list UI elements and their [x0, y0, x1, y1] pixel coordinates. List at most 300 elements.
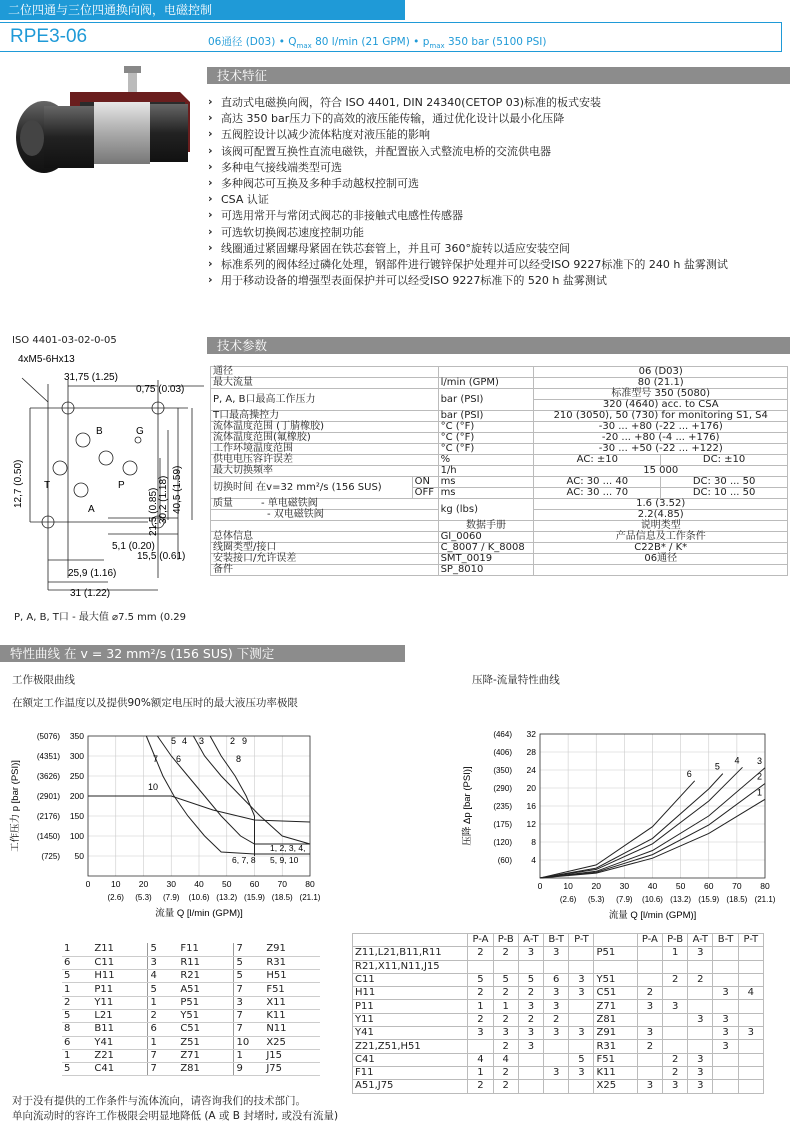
spec-qmax-sub: max — [296, 42, 312, 51]
param-type-head: 说明类型 — [534, 521, 788, 532]
spool-code: Z21 — [92, 1049, 148, 1062]
matrix-curve — [663, 1040, 688, 1053]
curve-number: 7 — [234, 1023, 264, 1036]
matrix-curve: 5 — [569, 1053, 594, 1066]
curve-number: 4 — [148, 970, 178, 983]
x-tick-gpm: (2.6) — [559, 895, 577, 904]
matrix-spool: F51 — [594, 1053, 637, 1066]
curve-number: 5 — [148, 943, 178, 956]
param-value: 2.2(4.85) — [534, 510, 788, 521]
x-tick-label: 40 — [194, 879, 204, 889]
matrix-curve — [688, 1040, 713, 1053]
code-row — [62, 1009, 320, 1022]
param-row — [211, 411, 788, 422]
curve-label-side: 7 — [153, 754, 159, 764]
matrix-curve — [738, 947, 763, 960]
left-chart-title: 工作极限曲线 — [12, 674, 75, 686]
pressure-drop-chart — [450, 725, 785, 930]
curve-number: 1 — [148, 996, 178, 1009]
param-label: 供电电压容许误差 — [211, 455, 439, 466]
series-line — [193, 736, 310, 844]
y-tick-psi: (4351) — [36, 752, 60, 761]
y-tick-psi: (290) — [493, 784, 512, 793]
x-axis-label: 流量 Q [l/min (GPM)] — [608, 910, 697, 921]
matrix-curve — [688, 1027, 713, 1040]
matrix-curve — [468, 1040, 493, 1053]
matrix-curve: 2 — [468, 1080, 493, 1093]
param-unit: ms — [438, 488, 534, 499]
spool-code: C41 — [92, 1063, 148, 1076]
param-row — [211, 433, 788, 444]
param-value — [534, 565, 788, 576]
param-value: 06通径 — [534, 554, 788, 565]
matrix-row — [353, 1066, 764, 1079]
x-tick-label: 70 — [277, 879, 287, 889]
params-header: 技术参数 — [207, 337, 790, 354]
y-tick-psi: (235) — [493, 802, 512, 811]
matrix-row — [353, 947, 764, 960]
valve-product-image — [10, 62, 200, 192]
matrix-curve: 2 — [637, 1040, 662, 1053]
feature-item: › 线圈通过紧固螺母紧固在铁芯套管上，并且可 360°旋转以适应安装空间 — [207, 241, 785, 257]
thread-label: 4xM5-6Hx13 — [18, 354, 75, 365]
dim-40-5: 40,5 (1.59) — [172, 465, 183, 514]
mounting-drawing — [8, 350, 204, 622]
matrix-curve: 3 — [713, 1013, 738, 1026]
curve-number: 1 — [234, 1049, 264, 1062]
feature-item: › 可选软切换阀芯速度控制功能 — [207, 225, 785, 241]
curve-label-bottom: 5, 9, 10 — [270, 855, 299, 865]
matrix-curve: 3 — [544, 987, 569, 1000]
code-row — [62, 1036, 320, 1049]
code-row — [62, 956, 320, 969]
series-label: 4 — [734, 755, 740, 766]
x-axis-label: 流量 Q [l/min (GPM)] — [155, 908, 243, 919]
matrix-curve — [663, 960, 688, 973]
y-tick-label: 300 — [69, 751, 84, 761]
curves-header: 特性曲线 在 v = 32 mm²/s (156 SUS) 下测定 — [0, 645, 405, 662]
param-unit: bar (PSI) — [438, 389, 534, 411]
feature-item: › 用于移动设备的增强型表面保护并可以经受ISO 9227标准下的 520 h 盐雾测试 — [207, 273, 785, 289]
param-value: 标准型号 350 (5080) — [534, 389, 788, 400]
param-label-sub: - 单电磁铁阀 — [261, 498, 318, 509]
param-value: 210 (3050), 50 (730) for monitoring S1, S4 — [534, 411, 788, 422]
param-value: 产品信息及工作条件 — [534, 532, 788, 543]
matrix-spool: H11 — [353, 987, 468, 1000]
spec-size: 06通径 (D03) — [208, 36, 276, 48]
param-label: 流体温度范围(氟橡胶) — [211, 433, 439, 444]
x-tick-label: 40 — [647, 881, 658, 891]
x-tick-gpm: (18.5) — [271, 893, 293, 902]
curve-label-side: 10 — [148, 782, 159, 792]
matrix-spool: C51 — [594, 987, 637, 1000]
matrix-curve — [738, 1080, 763, 1093]
matrix-curve: 2 — [518, 1013, 543, 1026]
right-chart-title: 压降-流量特性曲线 — [472, 674, 560, 686]
matrix-curve — [637, 1053, 662, 1066]
matrix-corner — [353, 934, 468, 947]
matrix-header: P-T — [738, 934, 763, 947]
matrix-curve: 2 — [493, 1080, 518, 1093]
spool-code: P11 — [92, 983, 148, 996]
matrix-spool: Z91 — [594, 1027, 637, 1040]
y-tick-psi: (5076) — [36, 732, 60, 741]
left-chart-subtitle: 在额定工作温度以及提供90%额定电压时的最大液压功率极限 — [12, 697, 298, 709]
matrix-spool: Z71 — [594, 1000, 637, 1013]
param-row — [211, 389, 788, 400]
y-tick-psi: (3626) — [36, 772, 60, 781]
spool-code: Z71 — [178, 1049, 234, 1062]
matrix-curve — [569, 947, 594, 960]
matrix-curve — [569, 960, 594, 973]
curve-number: 9 — [234, 1063, 264, 1076]
curve-code-table — [62, 943, 320, 1076]
code-row — [62, 1049, 320, 1062]
matrix-curve: 4 — [493, 1053, 518, 1066]
matrix-spool: R31 — [594, 1040, 637, 1053]
curve-label-bottom: 6, 7, 8 — [232, 855, 256, 865]
matrix-curve — [468, 960, 493, 973]
matrix-curve — [688, 960, 713, 973]
y-tick-label: 4 — [531, 855, 536, 865]
matrix-curve — [493, 960, 518, 973]
y-tick-psi: (1450) — [36, 832, 60, 841]
matrix-spool: P51 — [594, 947, 637, 960]
param-sub: OFF — [412, 488, 438, 499]
curve-label-side: 8 — [236, 754, 242, 764]
matrix-curve: 3 — [713, 1027, 738, 1040]
y-tick-psi: (60) — [497, 856, 512, 865]
matrix-curve: 3 — [544, 947, 569, 960]
matrix-curve: 3 — [544, 1066, 569, 1079]
dim-25-9: 25,9 (1.16) — [68, 568, 117, 579]
param-row — [211, 466, 788, 477]
matrix-curve: 3 — [569, 1066, 594, 1079]
series-label: 5 — [714, 761, 720, 772]
param-value: 15 000 — [534, 466, 788, 477]
spool-code: F11 — [178, 943, 234, 956]
y-tick-label: 24 — [526, 765, 536, 775]
spool-code: Z11 — [92, 943, 148, 956]
curve-label-top: 3 — [199, 736, 205, 746]
x-tick-gpm: (5.3) — [588, 895, 605, 904]
port-note: P, A, B, T口 - 最大值 ⌀7.5 mm (0.29 — [14, 612, 186, 623]
matrix-curve: 6 — [544, 973, 569, 986]
param-label: 线圈类型/接口 — [211, 543, 439, 554]
curve-label-top: 9 — [242, 736, 248, 746]
spool-code: X25 — [264, 1036, 320, 1049]
matrix-curve: 3 — [663, 1000, 688, 1013]
matrix-curve: 1 — [663, 947, 688, 960]
spool-code: K11 — [264, 1009, 320, 1022]
matrix-curve — [637, 947, 662, 960]
matrix-spool: Y11 — [353, 1013, 468, 1026]
spec-pmax-sub: max — [429, 42, 445, 51]
param-label: 通径 — [211, 367, 439, 378]
series-label: 3 — [757, 755, 763, 766]
x-tick-label: 50 — [222, 879, 232, 889]
features-header: 技术特征 — [207, 67, 790, 84]
param-value: DC: 30 ... 50 — [661, 477, 788, 488]
matrix-curve: 1 — [493, 1000, 518, 1013]
y-tick-psi: (350) — [493, 766, 512, 775]
matrix-row — [353, 1013, 764, 1026]
y-tick-psi: (406) — [493, 748, 512, 757]
param-row — [211, 565, 788, 576]
param-row — [211, 543, 788, 554]
y-tick-psi: (175) — [493, 820, 512, 829]
matrix-curve: 1 — [468, 1066, 493, 1079]
code-row — [62, 970, 320, 983]
dim-12-7: 12,7 (0.50) — [13, 459, 24, 508]
series-line — [540, 774, 723, 878]
param-row — [211, 378, 788, 389]
x-tick-gpm: (10.6) — [188, 893, 210, 902]
feature-item: › 直动式电磁换向阀，符合 ISO 4401, DIN 24340(CETOP 03)标准的板式安装 — [207, 95, 785, 111]
matrix-spool: Y51 — [594, 973, 637, 986]
y-tick-label: 50 — [74, 851, 84, 861]
curve-number: 6 — [148, 1023, 178, 1036]
x-tick-gpm: (7.9) — [163, 893, 180, 902]
param-unit: % — [438, 455, 534, 466]
matrix-curve — [518, 960, 543, 973]
x-tick-gpm: (15.9) — [244, 893, 265, 902]
spool-code: H51 — [264, 970, 320, 983]
x-tick-label: 0 — [85, 879, 91, 889]
matrix-curve: 4 — [468, 1053, 493, 1066]
spool-code: H11 — [92, 970, 148, 983]
model-title: RPE3-06 — [10, 26, 88, 47]
x-tick-label: 30 — [619, 881, 630, 891]
curve-number: 2 — [148, 1009, 178, 1022]
spool-code: X11 — [264, 996, 320, 1009]
matrix-spool: C41 — [353, 1053, 468, 1066]
matrix-header: A-T — [518, 934, 543, 947]
dim-21-5: 21,5 (0.85) — [148, 487, 159, 536]
matrix-spool: Z11,L21,B11,R11 — [353, 947, 468, 960]
param-value: -30 ... +80 (-22 ... +176) — [534, 422, 788, 433]
param-value: 320 (4640) acc. to CSA — [534, 400, 788, 411]
param-doc: SMT_0019 — [438, 554, 534, 565]
curve-number: 7 — [234, 983, 264, 996]
curve-number: 1 — [62, 943, 92, 956]
curve-number: 7 — [234, 1009, 264, 1022]
param-unit: 1/h — [438, 466, 534, 477]
param-doc-head: 数据手册 — [438, 521, 534, 532]
matrix-spool — [594, 960, 637, 973]
dim-31: 31 (1.22) — [70, 588, 111, 599]
y-tick-label: 12 — [526, 819, 536, 829]
param-value: AC: ±10 — [534, 455, 661, 466]
matrix-curve: 5 — [518, 973, 543, 986]
matrix-header: P-T — [569, 934, 594, 947]
matrix-curve — [713, 1000, 738, 1013]
param-unit — [438, 367, 534, 378]
params-table — [210, 366, 788, 576]
feature-item: › 多种阀芯可互换及多种手动越权控制可选 — [207, 176, 785, 192]
matrix-curve: 3 — [468, 1027, 493, 1040]
matrix-curve — [738, 1053, 763, 1066]
matrix-spool: Y41 — [353, 1027, 468, 1040]
x-tick-gpm: (2.6) — [107, 893, 124, 902]
matrix-curve: 2 — [468, 1013, 493, 1026]
matrix-curve: 3 — [688, 1080, 713, 1093]
spool-code: C51 — [178, 1023, 234, 1036]
matrix-curve: 2 — [468, 947, 493, 960]
curve-number: 5 — [234, 970, 264, 983]
matrix-curve — [544, 1040, 569, 1053]
param-value: -20 ... +80 (-4 ... +176) — [534, 433, 788, 444]
matrix-corner — [594, 934, 637, 947]
param-label: 最大流量 — [211, 378, 439, 389]
matrix-spool: Z81 — [594, 1013, 637, 1026]
param-value: 06 (D03) — [534, 367, 788, 378]
param-label: 流体温度范围 (丁腈橡胶) — [211, 422, 439, 433]
feature-item: › 多种电气接线端类型可选 — [207, 160, 785, 176]
curve-number: 1 — [62, 1049, 92, 1062]
feature-item: › 高达 350 bar压力下的高效的液压能传输，通过优化设计以最小化压降 — [207, 111, 785, 127]
matrix-header: B-T — [713, 934, 738, 947]
curve-number: 5 — [62, 1063, 92, 1076]
matrix-curve: 2 — [663, 1066, 688, 1079]
x-tick-label: 60 — [249, 879, 260, 889]
matrix-spool: X25 — [594, 1080, 637, 1093]
matrix-curve: 3 — [637, 1080, 662, 1093]
feature-item: › CSA 认证 — [207, 192, 785, 208]
matrix-curve — [713, 960, 738, 973]
curve-number: 1 — [148, 1036, 178, 1049]
matrix-header-row — [353, 934, 764, 947]
matrix-curve: 2 — [493, 987, 518, 1000]
spool-code: R21 — [178, 970, 234, 983]
matrix-row — [353, 973, 764, 986]
dim-31-75: 31,75 (1.25) — [64, 372, 118, 383]
dim-0-75: 0,75 (0.03) — [136, 384, 185, 395]
x-tick-label: 20 — [591, 881, 601, 891]
y-tick-label: 250 — [69, 771, 84, 781]
param-value: DC: 10 ... 50 — [661, 488, 788, 499]
y-tick-label: 28 — [526, 747, 536, 757]
matrix-curve — [637, 1013, 662, 1026]
series-label: 1 — [757, 787, 763, 798]
code-row — [62, 996, 320, 1009]
param-value: 80 (21.1) — [534, 378, 788, 389]
matrix-curve: 2 — [493, 1040, 518, 1053]
param-value: AC: 30 ... 70 — [534, 488, 661, 499]
matrix-curve — [569, 1080, 594, 1093]
y-tick-label: 32 — [526, 729, 536, 739]
spool-code: Y11 — [92, 996, 148, 1009]
series-label: 6 — [686, 768, 692, 779]
matrix-curve — [663, 987, 688, 1000]
x-tick-label: 50 — [675, 881, 686, 891]
y-tick-label: 16 — [526, 801, 536, 811]
y-tick-psi: (2901) — [36, 792, 60, 801]
matrix-curve — [688, 1000, 713, 1013]
matrix-row — [353, 960, 764, 973]
matrix-curve: 2 — [518, 987, 543, 1000]
param-value: 1.6 (3.52) — [534, 499, 788, 510]
curve-label-top: 5 — [171, 736, 177, 746]
matrix-spool: K11 — [594, 1066, 637, 1079]
param-label: 工作环境温度范围 — [211, 444, 439, 455]
param-unit: ms — [438, 477, 534, 488]
param-label: P, A, B口最高工作压力 — [211, 389, 439, 411]
port-t-label: T — [44, 480, 51, 491]
matrix-curve — [713, 1080, 738, 1093]
param-row — [211, 521, 788, 532]
matrix-curve — [663, 1027, 688, 1040]
matrix-row — [353, 1080, 764, 1093]
curve-number: 7 — [148, 1049, 178, 1062]
curve-number: 5 — [148, 983, 178, 996]
matrix-curve: 2 — [468, 987, 493, 1000]
matrix-row — [353, 1040, 764, 1053]
matrix-curve — [688, 987, 713, 1000]
curve-number: 6 — [62, 956, 92, 969]
curve-number: 2 — [62, 996, 92, 1009]
param-row — [211, 455, 788, 466]
matrix-curve: 3 — [493, 1027, 518, 1040]
param-value: DC: ±10 — [661, 455, 788, 466]
series-label: 2 — [757, 771, 763, 782]
matrix-curve — [738, 960, 763, 973]
port-b-label: B — [96, 426, 103, 437]
param-label — [211, 510, 439, 521]
category-bar: 二位四通与三位四通换向阀，电磁控制 — [0, 0, 405, 20]
matrix-curve — [637, 960, 662, 973]
spool-code: Y41 — [92, 1036, 148, 1049]
curve-number: 10 — [234, 1036, 264, 1049]
spool-code: P51 — [178, 996, 234, 1009]
dim-15-5: 15,5 (0.61) — [137, 551, 186, 562]
y-tick-label: 8 — [531, 837, 536, 847]
matrix-curve — [713, 1053, 738, 1066]
dim-30-2: 30,2 (1.18) — [158, 475, 169, 524]
matrix-row — [353, 1053, 764, 1066]
x-tick-label: 80 — [760, 881, 770, 891]
matrix-spool: P11 — [353, 1000, 468, 1013]
spool-code: C11 — [92, 956, 148, 969]
curve-label-side: 6 — [176, 754, 182, 764]
spool-code: J75 — [264, 1063, 320, 1076]
feature-item: › 可选用常开与常闭式阀芯的非接触式电感性传感器 — [207, 208, 785, 224]
curve-number: 7 — [234, 943, 264, 956]
port-g-label: G — [136, 426, 144, 437]
matrix-curve: 3 — [518, 947, 543, 960]
x-tick-gpm: (21.1) — [754, 895, 776, 904]
matrix-curve — [713, 973, 738, 986]
x-tick-gpm: (7.9) — [616, 895, 633, 904]
x-tick-label: 60 — [704, 881, 714, 891]
param-row — [211, 444, 788, 455]
features-list — [207, 95, 785, 289]
iso-label: ISO 4401-03-02-0-05 — [12, 335, 117, 346]
matrix-header: P-A — [468, 934, 493, 947]
y-tick-psi: (120) — [493, 838, 512, 847]
param-unit: °C (°F) — [438, 444, 534, 455]
matrix-curve: 3 — [569, 987, 594, 1000]
matrix-curve: 3 — [688, 1053, 713, 1066]
matrix-curve: 2 — [493, 1013, 518, 1026]
spool-code: N11 — [264, 1023, 320, 1036]
matrix-curve — [738, 973, 763, 986]
spool-code: Z51 — [178, 1036, 234, 1049]
curve-number: 1 — [62, 983, 92, 996]
matrix-spool: C11 — [353, 973, 468, 986]
matrix-curve: 2 — [493, 947, 518, 960]
spec-pmax-sym: p — [422, 36, 430, 48]
